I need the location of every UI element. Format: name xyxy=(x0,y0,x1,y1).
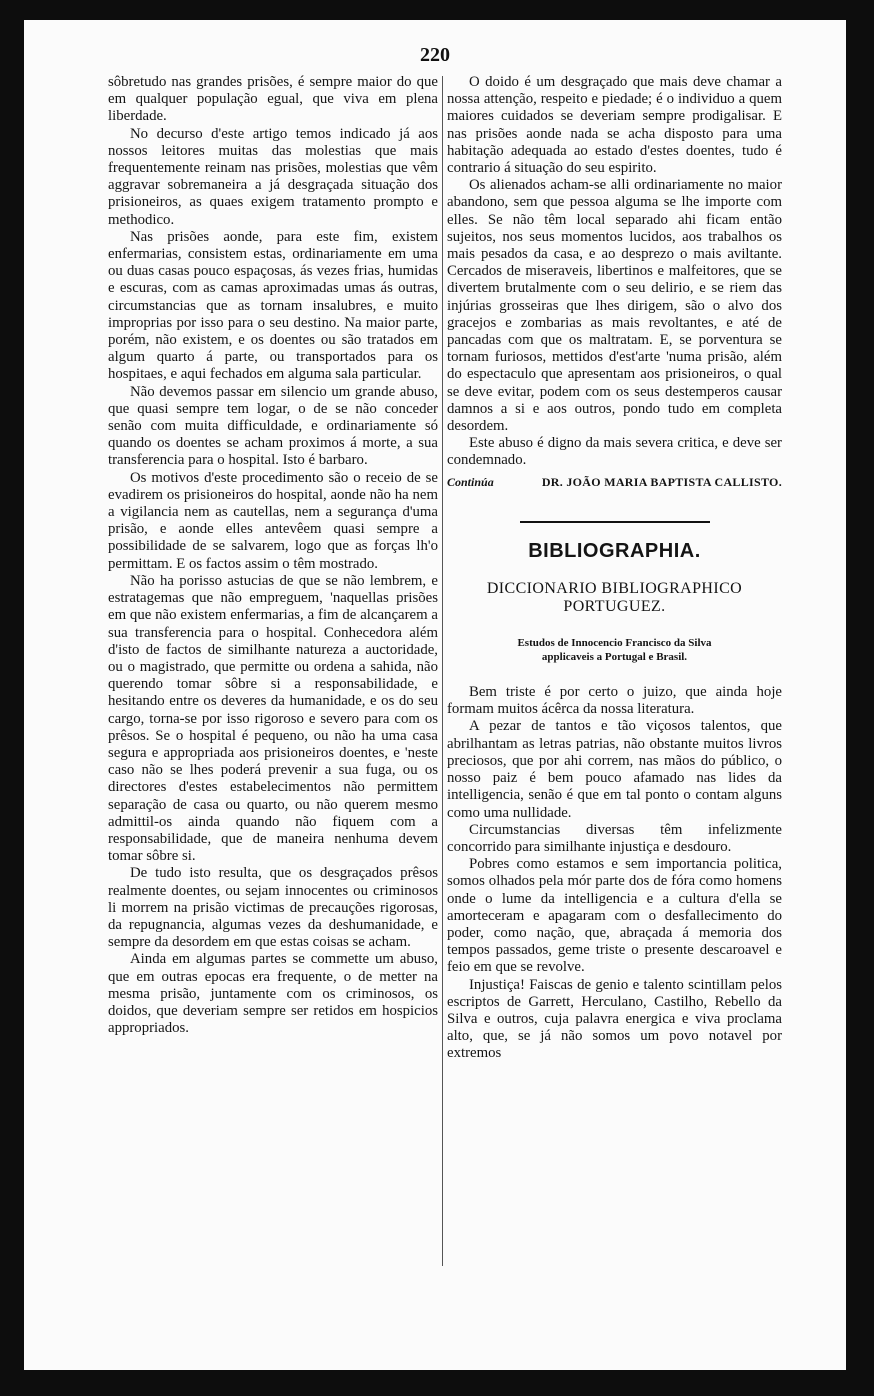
paragraph: Bem triste é por certo o juizo, que ainda hoje formam muitos ácêrca da nossa literatura. xyxy=(447,684,782,718)
article-continuation xyxy=(447,74,782,470)
paragraph: Este abuso é digno da mais severa critica, e deve ser condemnado. xyxy=(447,435,782,469)
author-name: DR. JOÃO MARIA BAPTISTA CALLISTO. xyxy=(541,474,782,489)
article-signature xyxy=(447,474,782,491)
subtitle-line1: Estudos de Innocencio Francisco da Silva xyxy=(517,637,712,650)
paragraph: Pobres como estamos e sem importancia politica, somos olhados pela mór parte dos de fóra como homens onde o lume da intelligencia e a cultura d'ella se amorteceram e apagaram com o desfallecimento do poder, como nação, que, abraçada á memoria dos tempos passados, geme triste o presente descaroavel e feio em que se revolve. xyxy=(447,856,782,976)
review-text xyxy=(447,684,782,1062)
continua-label: Continúa xyxy=(447,474,494,489)
paragraph: No decurso d'este artigo temos indicado já aos nossos leitores muitas das molestias que mais frequentemente reinam nas prisões, molestias que vêm aggravar sobremaneira a já desgraçada situação dos prisioneiros, as quaes exigem tratamento prompto e methodico. xyxy=(108,125,438,228)
paragraph: Nas prisões aonde, para este fim, existem enfermarias, consistem estas, ordinariamente em uma ou duas casas pouco espaçosas, ás vezes frias, humidas e escuras, com as camas aproximadas umas ás outras, circumstancias que as tornam insalubres, e muito improprias por isso para o seu destino. Na maior parte, porém, não existem, e os doentes ou são tratados em algum quarto á parte, ou transportados para os hospitaes, e aqui fechados em alguma sala particular. xyxy=(108,228,438,383)
newspaper-page xyxy=(24,20,846,1370)
paragraph: Ainda em algumas partes se commette um abuso, que em outras epocas era frequente, o de metter na mesma prisão, juntamente com os criminosos, os doidos, que deveriam sempre ser retidos em hospicios appropriados. xyxy=(108,951,438,1037)
dictionary-title-line1: DICCIONARIO BIBLIOGRAPHICO xyxy=(486,580,743,598)
dictionary-title-line2: PORTUGUEZ. xyxy=(563,598,666,616)
dictionary-subtitle xyxy=(447,636,782,664)
page-number: 220 xyxy=(420,44,450,66)
subtitle-line2: applicaveis a Portugal e Brasil. xyxy=(541,651,688,664)
section-heading: BIBLIOGRAPHIA. xyxy=(528,539,701,562)
paragraph: Injustiça! Faiscas de genio e talento scintillam pelos escriptos de Garrett, Herculano, Castilho, Rebello da Silva e outros, cuja palavra energica e viva proclama alto, que, se já não somos um povo notavel por extremos xyxy=(447,976,782,1062)
paragraph: De tudo isto resulta, que os desgraçados prêsos realmente doentes, ou sejam innocentes ou criminosos li morrem na prisão victimas de precauções rigorosas, da repugnancia, algumas vezes da deshumanidade, e sempre da desordem em que estas coisas se acham. xyxy=(108,865,438,951)
paragraph: A pezar de tantos e tão viçosos talentos, que abrilhantam as letras patrias, não obstante muitos livros preciosos, que por ahi correm, nas mãos do público, o nosso paiz é bem pouco afamado nas lides da intelligencia, senão é que em tal ponto o contam alguns como uma nullidade. xyxy=(447,718,782,821)
paragraph: Não devemos passar em silencio um grande abuso, que quasi sempre tem logar, o de se não conceder senão com muita difficuldade, e ordinariamente só quando os doentes se acham proximos á morte, a sua transferencia para o hospital. Isto é barbaro. xyxy=(108,383,438,469)
column-divider xyxy=(442,76,443,1266)
paragraph: Circumstancias diversas têm infelizmente concorrido para similhante injustiça e desdouro. xyxy=(447,821,782,855)
paragraph: sôbretudo nas grandes prisões, é sempre maior do que em qualquer população egual, que viva em plena liberdade. xyxy=(108,74,438,125)
paragraph: O doido é um desgraçado que mais deve chamar a nossa attenção, respeito e piedade; é o individuo a quem maiores cuidados se deveriam sempre prodigalisar. E nas prisões aonde nada se acha disposto para uma habitação adequada ao estado d'estes doentes, tudo é contrario á situação do seu espirito. xyxy=(447,74,782,177)
left-column xyxy=(108,74,438,1037)
paragraph: Não ha porisso astucias de que se não lembrem, e estratagemas que não empreguem, 'naquellas prisões em que não existem enfermarias, a fim de alcançarem a sua transferencia para o hospital. Conhecedora além d'isto de factos de similhante natureza a auctoridade, ou o magistrado, que permitte ou ordena a sahida, não querendo tomar sôbre si a responsabilidade, e hesitando entre os deveres da humanidade, e os do seu cargo, torna-se por isso rigoroso e severo para com os prêsos. Se o hospital é pequeno, ou não ha uma casa segura e appropriada aos prisioneiros doentes, e 'neste caso não se lhes poderá prevenir a sua fuga, ou os directores d'estes estabelecimentos não permittem separação de casa ou quarto, ou não querem mesmo admittil-os ainda quando não fiquem com a responsabilidade, que de maneira nenhuma devem tomar sôbre si. xyxy=(108,572,438,865)
section-separator xyxy=(520,521,710,523)
right-column xyxy=(447,74,782,1063)
paragraph: Os motivos d'este procedimento são o receio de se evadirem os prisioneiros do hospital, aonde não ha nem a vigilancia nem as cautellas, nem a segurança d'uma prisão, e aonde elles antevêem quasi sempre a possibilidade de se salvarem, logo que as forças lh'o permittam. E os factos assim o têm mostrado. xyxy=(108,469,438,572)
paragraph: Os alienados acham-se alli ordinariamente no maior abandono, sem que pessoa alguma se lhe importe com elles. Se não têm local separado ahi ficam então sujeitos, nos seus momentos lucidos, aos trabalhos os mais pesados da casa, e ao desprezo o mais aviltante. Cercados de miseraveis, libertinos e malfeitores, que se divertem brutalmente com o seu delirio, e se riem das injúrias grosseiras que lhes dirigem, são o alvo dos gracejos e zombarias as mais revoltantes, e até de pancadas com que os maltratam. E, se porventura se tornam furiosos, mettidos d'est'arte 'numa prisão, além do espectaculo que apresentam aos prisioneiros, o qual se deve evitar, podem com os seus destemperos causar damnos a si e aos outros, pondo tudo em completa desordem. xyxy=(447,177,782,435)
dictionary-title xyxy=(447,580,782,616)
